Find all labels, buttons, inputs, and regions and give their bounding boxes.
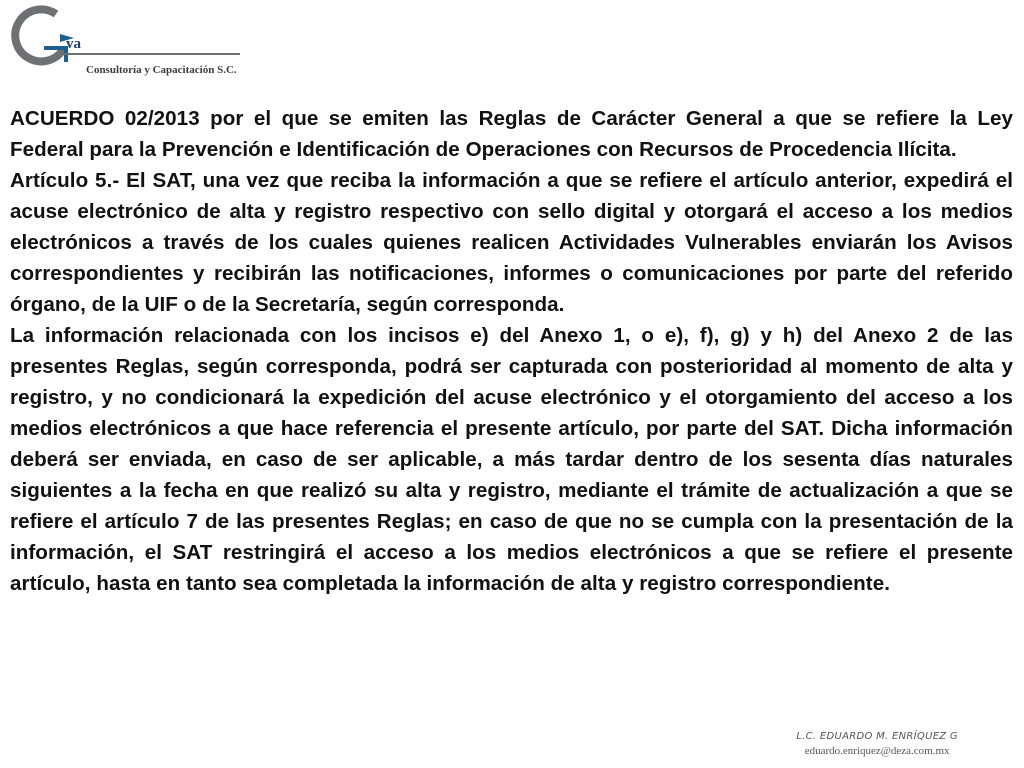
logo-tagline: Consultoría y Capacitación S.C. [86,64,237,76]
author-email: eduardo.enriquez@deza.com.mx [804,745,950,757]
author-name: L.C. EDUARDO M. ENRÍQUEZ G [796,731,958,742]
company-logo [4,4,244,82]
logo-superscript: va [66,36,81,52]
document-body [10,103,1013,599]
paragraph-article-5: Artículo 5.- El SAT, una vez que reciba la información a que se refiere el artículo anterior, expedirá el acuse electrónico de alta y registro respectivo con sello digital y otorgará el acceso a los medios electrónicos a través de los cuales quienes realicen Actividades Vulnerables enviarán los Avisos correspondientes y recibirán las notificaciones, informes o comunicaciones por parte del referido órgano, de la UIF o de la Secretaría, según corresponda. [10,169,1013,316]
paragraph-title: ACUERDO 02/2013 por el que se emiten las Reglas de Carácter General a que se refiere la Ley Federal para la Prevención e Identificación de Operaciones con Recursos de Procedencia Ilícita. [10,107,1013,161]
author-footer [796,730,958,758]
paragraph-information: La información relacionada con los incisos e) del Anexo 1, o e), f), g) y h) del Anexo 2 de las presentes Reglas, según corresponda, podrá ser capturada con posterioridad al momento de alta y registro, y no condicionará la expedición del acuse electrónico y el otorgamiento del acceso a los medios electrónicos a que hace referencia el presente artículo, por parte del SAT. Dicha información deberá ser enviada, en caso de ser aplicable, a más tardar dentro de los sesenta días naturales siguientes a la fecha en que realizó su alta y registro, mediante el trámite de actualización a que se refiere el artículo 7 de las presentes Reglas; en caso de que no se cumpla con la presentación de la información, el SAT restringirá el acceso a los medios electrónicos a que se refiere el presente artículo, hasta en tanto sea completada la información de alta y registro correspondiente. [10,324,1013,595]
